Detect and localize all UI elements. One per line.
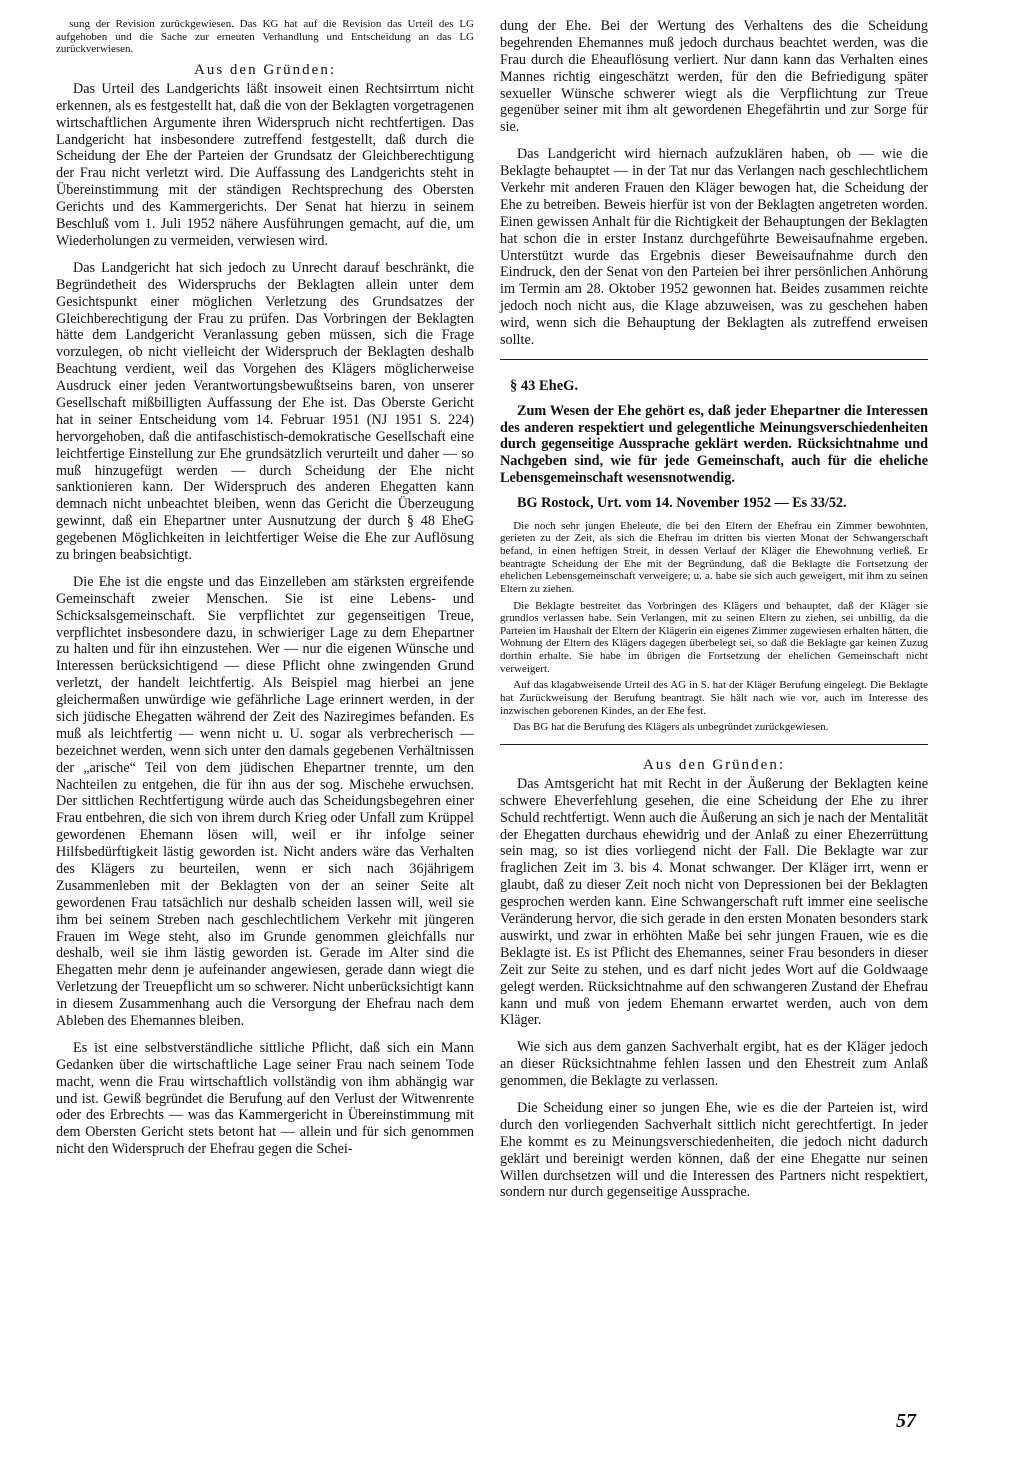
body-paragraph: Es ist eine selbstverständliche sittliche Pflicht, daß sich ein Mann Gedanken über die wirtschaftliche Lage seiner Frau nach seinem Tode macht, wenn die Frau wirtschaftlich vollständig von ihm abhängig war und ist. Gewiß begründet die Berufung auf den Verlust der Witwenrente oder des Erbrechts — was das Kammergericht in Übereinstimmung mit dem Obersten Gericht stets betont hat — allein und für sich genommen nicht den Widerspruch der Ehefrau gegen die Schei- — [56, 1039, 474, 1158]
court-citation: BG Rostock, Urt. vom 14. November 1952 — Es 33/52. — [517, 494, 847, 511]
section-divider — [500, 744, 928, 745]
body-paragraph: Das Urteil des Landgerichts läßt insoweit einen Rechtsirrtum nicht erkennen, als es festgestellt hat, daß die von der Beklagten vorgetragenen wirtschaftlichen Argumente ihren Widerspruch nicht rechtfertigen. Das Landgericht hat insbesondere zutreffend festgestellt, daß durch die Scheidung der Ehe der Parteien der Grundsatz der Gleichberechtigung der Frau nicht verletzt wird. Die Auffassung des Landgerichts steht in Übereinstimmung mit der ständigen Rechtsprechung des Obersten Gerichts und des Kammergerichts. Der Senat hat hierzu in seinem Beschluß vom 1. Juli 1952 nähere Ausführungen gemacht, auf die, um Wiederholungen zu vermeiden, verwiesen wird. — [56, 80, 474, 249]
body-paragraph: Das Landgericht wird hiernach aufzuklären haben, ob — wie die Beklagte behauptet — in der Tat nur das Verlangen nach geschlechtlichem Verkehr mit anderen Frauen den Kläger bewogen hat, die Scheidung der Ehe zu betreiben. Beweis hierfür ist von der Beklagten angetreten worden. Einen gewissen Anhalt für die Richtigkeit der Behauptungen der Beklagten hat schon die in erster Instanz durchgeführte Beweisaufnahme ergeben. Unterstützt wurde das Ergebnis dieser Beweisaufnahme durch den Eindruck, den der Senat von den Parteien bei ihrer persönlichen Anhörung im Termin am 28. Oktober 1952 gewonnen hat. Beides zusammen reichte jedoch noch nicht aus, die Klage abzuweisen, was zu geschehen haben wird, wenn sich die Behauptung der Beklagten als zutreffend erweisen sollte. — [500, 146, 928, 349]
left-column — [56, 18, 474, 1168]
facts-paragraph: Auf das klagabweisende Urteil des AG in S. hat der Kläger Berufung eingelegt. Die Beklagte hat Zurückweisung der Berufung beantragt. Sie hält nach wie vor, auch im Interesse des inzwischen geborenen Kindes, an der Ehe fest. — [500, 679, 928, 717]
body-paragraph: Die Scheidung einer so jungen Ehe, wie es die der Parteien ist, wird durch den vorliegenden Sachverhalt sittlich nicht gerechtfertigt. In jeder Ehe kommt es zu Meinungsverschiedenheiten, die jedoch nicht dadurch geklärt und bereinigt werden können, daß der eine Ehegatte nur seinen Willen durchsetzen will und die Interessen des Partners nicht respektiert, sondern nur durch gegenseitige Aussprache. — [500, 1099, 928, 1201]
statute-reference: § 43 EheG. — [510, 377, 579, 394]
intro-note: sung der Revision zurückgewiesen. Das KG hat auf die Revision das Urteil des LG aufgehoben und die Sache zur erneuten Verhandlung und Entscheidung an das LG zurückverwiesen. — [56, 18, 474, 56]
headnote: Zum Wesen der Ehe gehört es, daß jeder Ehepartner die Interessen des anderen respektiert und gelegentliche Meinungsverschiedenheiten durch gegenseitige Aussprache geklärt werden. Rücksichtnahme und Nachgeben sind, wie für jede Gemeinschaft, auch für die eheliche Lebensgemeinschaft wesensnotwendig. — [500, 402, 928, 486]
section-heading-grounds: Aus den Gründen: — [643, 756, 785, 773]
section-heading-grounds: Aus den Gründen: — [194, 61, 336, 78]
right-column — [500, 18, 928, 1211]
body-paragraph: Wie sich aus dem ganzen Sachverhalt ergibt, hat es der Kläger jedoch an dieser Rücksichtnahme fehlen lassen und den Ehestreit zum Anlaß genommen, die Beklagte zu verlassen. — [500, 1039, 928, 1090]
body-paragraph: Das Landgericht hat sich jedoch zu Unrecht darauf beschränkt, die Begründetheit des Widerspruchs der Beklagten allein unter dem Gesichtspunkt einer möglichen Verletzung des Grundsatzes der Gleichberechtigung der Frau zu prüfen. Das Vorbringen der Beklagten hätte dem Landgericht Veranlassung geben müssen, sich die Frage vorzulegen, ob nicht vielleicht der Widerspruch der Beklagten deshalb Beachtung verdient, weil das Vorgehen des Klägers möglicherweise Ausdruck einer jeden Verantwortungsbewußtseins baren, von unserer Gesellschaft mißbilligten Auffassung der Ehe ist. Das Oberste Gericht hat in seiner Entscheidung vom 14. Februar 1951 (NJ 1951 S. 224) hervorgehoben, daß die antifaschistisch-demokratische Gesellschaft eine leichtfertige Einstellung zur Ehe grundsätzlich verurteilt und daher — so muß hinzugefügt werden — durch Scheidung der Ehe nicht sanktionieren kann. Der Widerspruch des anderen Ehegatten kann demnach nicht unbeachtet bleiben, wenn das Gericht die Überzeugung gewinnt, daß ein Ehepartner unter Ausnutzung der durch § 48 EheG gegebenen Möglichkeiten in leichtfertiger Weise die Ehe zur Auflösung zu bringen beabsichtigt. — [56, 259, 474, 563]
body-paragraph: Das Amtsgericht hat mit Recht in der Äußerung der Beklagten keine schwere Eheverfehlung gesehen, die eine Scheidung der Ehe zu ihrer Schuld rechtfertigt. Wenn auch die Äußerung an sich je nach der Mentalität der Ehegatten durchaus ehewidrig und der Anlaß zu einer Ehezerrüttung sein mag, so ist dies vorliegend nicht der Fall. Die Beklagte war zur fraglichen Zeit im 3. bis 4. Monat schwanger. Der Kläger irrt, wenn er glaubt, daß zu dieser Zeit noch nicht von Depressionen bei der Beklagten gesprochen werden kann. Eine Schwangerschaft ruft immer eine seelische Veränderung hervor, die sich gerade in den ersten Monaten besonders stark auswirkt, und zwar in erhöhten Maße bei sehr jungen Frauen, wie es die Beklagte ist. Es ist Pflicht des Ehemannes, seiner Frau besonders in dieser Zeit zur Seite zu stehen, und es darf nicht jedes Wort auf die Goldwaage gelegt werden. Rücksichtnahme auf den schwangeren Zustand der Ehefrau kann und muß von jedem Ehemann erwartet werden, auch von dem Kläger. — [500, 775, 929, 1029]
body-paragraph: dung der Ehe. Bei der Wertung des Verhaltens des die Scheidung begehrenden Ehemannes muß jedoch durchaus beachtet werden, was die Frau durch die Eheauflösung verliert. Nur dann kann das Verhalten eines Mannes richtig eingeschätzt werden, für den die Befriedigung später sexueller Wünsche schwerer wiegt als die Verpflichtung zur Treue gegenüber seiner mit ihm alt gewordenen Ehegefährtin und zur Sorge für sie. — [500, 18, 928, 136]
facts-paragraph: Die noch sehr jungen Eheleute, die bei den Eltern der Ehefrau ein Zimmer bewohnten, gerieten zu der Zeit, als sich die Ehefrau im dritten bis vierten Monat der Schwangerschaft befand, in einen heftigen Streit, in dessen Verlauf der Kläger die Ehewohnung verließ. Er beantragte Scheidung der Ehe mit der Begründung, daß die Beklagte die Fortsetzung der ehelichen Lebensgemeinschaft verweigere; u. a. habe sie sich auch geweigert, mit ihm zu seinen Eltern zu ziehen. — [500, 519, 928, 595]
body-paragraph: Die Ehe ist die engste und das Einzelleben am stärksten ergreifende Gemeinschaft zweier Menschen. Sie ist eine Lebens- und Schicksalsgemeinschaft. Sie verpflichtet zur gegenseitigen Treue, verpflichtet insbesondere dazu, in schwieriger Lage zu dem Ehepartner zu halten und für ihn einzustehen. Wer — nur die eigenen Wünsche und Interessen berücksichtigend — diese Pflicht ohne zwingenden Grund verletzt, der handelt leichtfertig. Als Beispiel mag hierbei an jene gleichermaßen unwürdige wie gefährliche Lage erinnert werden, in der sich jüdische Ehegatten während der Zeit des Naziregimes befanden. Es muß als leichtfertig — wenn nicht u. U. sogar als verbrecherisch — bezeichnet werden, wenn sich unter den damals gegebenen Verhältnissen der „arische“ Teil von dem jüdischen Ehepartner trennte, um den Nachteilen zu entgehen, die für ihn aus der sog. Mischehe erwuchsen. Der sittlichen Rechtfertigung würde auch das Scheidungsbegehren einer Frau entbehren, die sich von ihrem durch Krieg oder Unfall zum Krüppel gewordenen Ehemann lösen will, weil er ihr infolge seiner Hilfsbedürftigkeit lästig geworden ist. Nicht anders wäre das Verhalten des Klägers zu beurteilen, wenn er sich nach 36jährigem Zusammenleben mit der Beklagten von der an seiner Seite alt gewordenen Frau tatsächlich nur deshalb scheiden lassen will, weil sie ihm bei seinem Streben nach geschlechtlichem Verkehr mit jüngeren Frauen im Wege steht, also im Grunde genommen gleichfalls nur deshalb, weil sie ihm lästig geworden ist. Gerade im Alter sind die Ehegatten mehr denn je aufeinander angewiesen, gerade dann wiegt die Verletzung der Treuepflicht um so schwerer. Nicht unberücksichtigt kann in diesem Zusammenhang auch die Versorgung der Ehefrau nach dem Ableben des Ehemannes bleiben. — [56, 573, 474, 1030]
page-number: 57 — [896, 1410, 916, 1432]
facts-paragraph: Das BG hat die Berufung des Klägers als unbegründet zurückgewiesen. — [513, 721, 829, 734]
facts-paragraph: Die Beklagte bestreitet das Vorbringen des Klägers und behauptet, daß der Kläger sie grundlos verlassen habe. Sein Verlangen, mit zu seinen Eltern zu ziehen, sei unbillig, da die Parteien im Haushalt der Eltern der Klägerin ein eigenes Zimmer zugewiesen erhalten hätten, die Wohnung der Eltern des Klägers dagegen überbelegt sei, so daß die Beklagte gar keinen Zuzug dorthin erhalte. Sie habe im übrigen die Fortsetzung der ehelichen Gemeinschaft nicht verweigert. — [500, 599, 928, 675]
section-divider — [500, 359, 928, 360]
